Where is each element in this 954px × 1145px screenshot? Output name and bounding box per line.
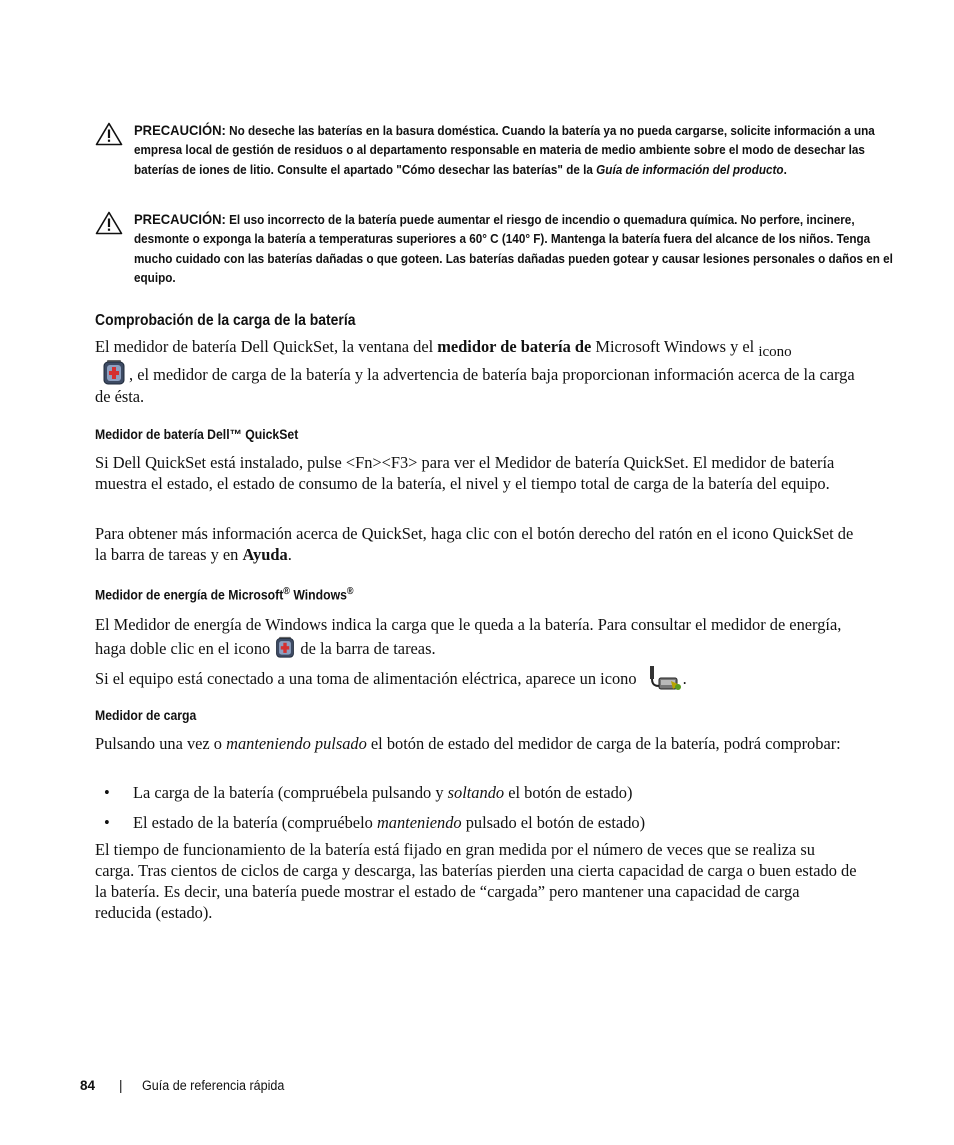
intro-icono-word: icono: [758, 344, 792, 360]
section-intro: [95, 336, 857, 408]
help-text-end: .: [287, 545, 292, 564]
warning-triangle-icon: [95, 211, 123, 235]
footer-title: Guía de referencia rápida: [142, 1078, 285, 1093]
battery-icon: [101, 359, 127, 385]
battery-icon: [274, 635, 296, 659]
list-italic: manteniendo: [376, 813, 462, 832]
list-text: el botón de estado): [504, 783, 633, 802]
intro-text: Microsoft Windows y el: [591, 337, 759, 356]
caution-text: No deseche las baterías en la basura doméstica. Cuando la batería ya no pueda cargarse, solicite información a una empresa local de gestión de residuos o al departamento responsable en materia de medio ambiente sobre el modo de desechar las baterías de iones de litio. Consulte el apartado "Cómo desechar las baterías" de la: [134, 124, 875, 177]
caution-notice-misuse: [95, 210, 893, 288]
page-number: 84: [80, 1078, 96, 1093]
heading-text: Medidor de energía de Microsoft: [95, 587, 284, 603]
ac-power-paragraph: [95, 663, 857, 693]
caution-label: PRECAUCIÓN:: [134, 122, 226, 138]
list-text: La carga de la batería (compruébela pulsando y: [133, 783, 448, 802]
list-item: [95, 782, 857, 803]
section-heading: Comprobación de la carga de la batería: [95, 312, 356, 329]
windows-meter-paragraph: [95, 614, 857, 659]
caution-text: El uso incorrecto de la batería puede aumentar el riesgo de incendio o quemadura química. No perfore, incinere, desmonte o exponga la batería a temperaturas superiores a 60° C (140° F). Mantenga la batería fuera del alcance de los niños. Tenga mucho cuidado con las baterías dañadas o que goteen. Las baterías dañadas pueden gotear y causar lesiones personales o daños en el equipo.: [134, 213, 893, 285]
bullet-mark: •: [104, 783, 110, 802]
charge-gauge-paragraph: [95, 733, 857, 754]
bullet-mark: •: [104, 813, 110, 832]
registered-mark: ®: [283, 586, 290, 597]
meter-text: de la barra de tareas.: [296, 639, 436, 658]
help-ayuda: Ayuda: [242, 545, 288, 564]
charge-text: Pulsando una vez o: [95, 734, 227, 753]
quickset-heading: Medidor de batería Dell™ QuickSet: [95, 427, 299, 442]
warning-triangle-icon: [95, 122, 123, 146]
list-italic: soltando: [447, 783, 505, 802]
ac-power-icon: [647, 663, 683, 693]
ac-text: Si el equipo está conectado a una toma de alimentación eléctrica, aparece un icono: [95, 669, 641, 688]
list-text: pulsado el botón de estado): [461, 813, 646, 832]
meter-text: El Medidor de energía de Windows indica la carga que le queda a la batería. Para consultar el medidor de energía, haga doble clic en el icono: [95, 615, 842, 658]
charge-italic: manteniendo pulsado: [226, 734, 367, 753]
footer-separator: |: [119, 1078, 123, 1093]
ac-text-end: .: [682, 669, 687, 688]
registered-mark: ®: [346, 586, 354, 597]
quickset-help-paragraph: [95, 523, 857, 565]
caution-label: PRECAUCIÓN:: [134, 211, 226, 227]
charge-text: el botón de estado del medidor de carga de la batería, podrá comprobar:: [366, 734, 841, 753]
list-item: [95, 812, 857, 833]
list-text: El estado de la batería (compruébelo: [133, 813, 377, 832]
charge-gauge-heading: Medidor de carga: [95, 708, 197, 723]
help-text: Para obtener más información acerca de QuickSet, haga clic con el botón derecho del ratón en el icono QuickSet de la barra de tareas y en: [95, 524, 854, 564]
guide-title: Guía de información del producto: [596, 162, 784, 177]
caution-notice-disposal: [95, 121, 875, 180]
caution-text-end: .: [783, 162, 787, 177]
intro-text: , el medidor de carga de la batería y la advertencia de batería baja proporcionan información acerca de la carga de ésta.: [95, 365, 855, 406]
battery-life-paragraph: El tiempo de funcionamiento de la batería está fijado en gran medida por el número de veces que se realiza su carga. Tras cientos de ciclos de carga y descarga, las baterías pierden una cierta capacidad de carga o buen estado de la batería. Es decir, una batería puede mostrar el estado de “cargada” pero mantener una capacidad de carga reducida (estado).: [95, 840, 857, 922]
intro-bold: medidor de batería de: [437, 337, 592, 356]
intro-text: El medidor de batería Dell QuickSet, la ventana del: [95, 337, 438, 356]
quickset-paragraph: Si Dell QuickSet está instalado, pulse <Fn><F3> para ver el Medidor de batería QuickSet. El medidor de batería muestra el estado, el estado de consumo de la batería, el nivel y el tiempo total de carga de la batería del equipo.: [95, 453, 835, 493]
windows-meter-heading: [95, 586, 354, 603]
heading-text: Windows: [289, 587, 347, 603]
